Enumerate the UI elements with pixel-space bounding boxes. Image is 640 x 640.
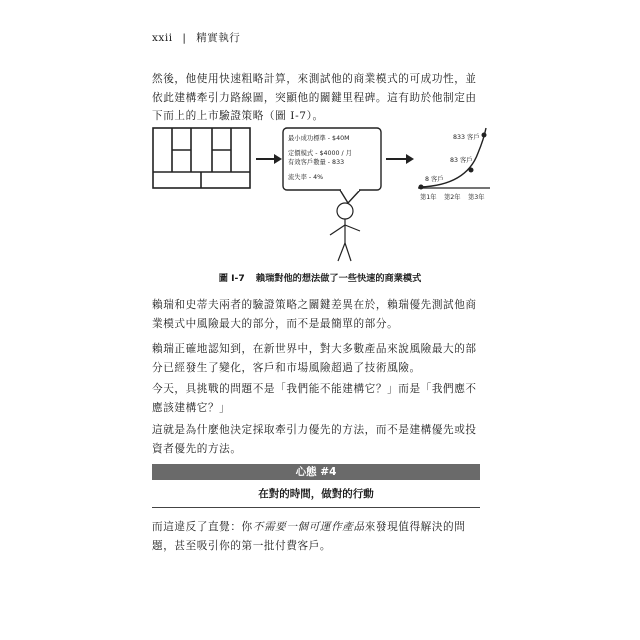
x-tick-1: 第1年 (420, 194, 437, 201)
label-833: 833 客戶 (453, 134, 480, 141)
label-8: 8 客戶 (425, 176, 444, 183)
bubble-line-2: 定價模式 - $4000 / 月 (288, 150, 352, 157)
traction-curve (418, 128, 490, 201)
bubble-line-4: 流失率 - 4% (288, 174, 324, 181)
paragraph-6-start: 而這違反了直覺：你 (152, 521, 253, 533)
speech-bubble (283, 128, 381, 203)
caption-text: 賴瑞對他的想法做了一些快速的商業模式 (255, 273, 422, 284)
running-header (152, 30, 240, 45)
arrow-2 (386, 154, 414, 164)
paragraph-1: 然後，他使用快速粗略計算，來測試他的商業模式的可成功性，並依此建構牽引力路線圖，突顯他的關鍵里程碑。這有助於他制定由下而上的上市驗證策略（圖 I-7）。 (152, 73, 477, 122)
paragraph-2: 賴瑞和史蒂夫兩者的驗證策略之關鍵差異在於，賴瑞優先測試他商業模式中風險最大的部分，而不是最簡單的部分。 (152, 299, 477, 330)
lean-canvas-sketch (153, 128, 250, 188)
bubble-line-1: 最小成功標準 - $40M (288, 135, 350, 142)
paragraph-4: 今天，具挑戰的問題不是「我們能不能建構它？」而是「我們應不應該建構它？」 (152, 383, 477, 414)
paragraph-3: 賴瑞正確地認知到，在新世界中，對大多數產品來說風險最大的部分已經發生了變化，客戶和市場風險超過了技術風險。 (152, 343, 477, 374)
paragraph-6 (152, 518, 482, 555)
arrow-1 (256, 154, 282, 164)
mindset-subtitle: 在對的時間，做對的行動 (258, 488, 374, 500)
book-title: 精實執行 (196, 32, 241, 44)
figure-caption (0, 270, 640, 284)
paragraph-6-emphasis: 不需要一個可運作產品 (252, 521, 365, 533)
point-833 (482, 133, 487, 138)
point-8 (419, 185, 424, 190)
bubble-line-3: 有效客戶數量 - 833 (288, 159, 345, 166)
caption-number: 圖 I-7 (218, 273, 245, 284)
figure-i-7 (150, 125, 490, 265)
point-83 (469, 168, 474, 173)
paragraph-6-end: 來發現值得解決的問題，甚至吸引你的第一批付費客戶。 (152, 521, 466, 552)
mindset-title-bar: 心態 #4 (152, 464, 480, 480)
x-tick-2: 第2年 (444, 194, 461, 201)
page-number: xxii (152, 32, 173, 44)
stick-figure (330, 203, 360, 261)
paragraph-5: 這就是為什麼他決定採取牽引力優先的方法，而不是建構優先或投資者優先的方法。 (152, 424, 477, 455)
header-separator: | (182, 32, 187, 44)
x-tick-3: 第3年 (468, 194, 485, 201)
label-83: 83 客戶 (450, 157, 473, 164)
mindset-divider (152, 507, 480, 508)
